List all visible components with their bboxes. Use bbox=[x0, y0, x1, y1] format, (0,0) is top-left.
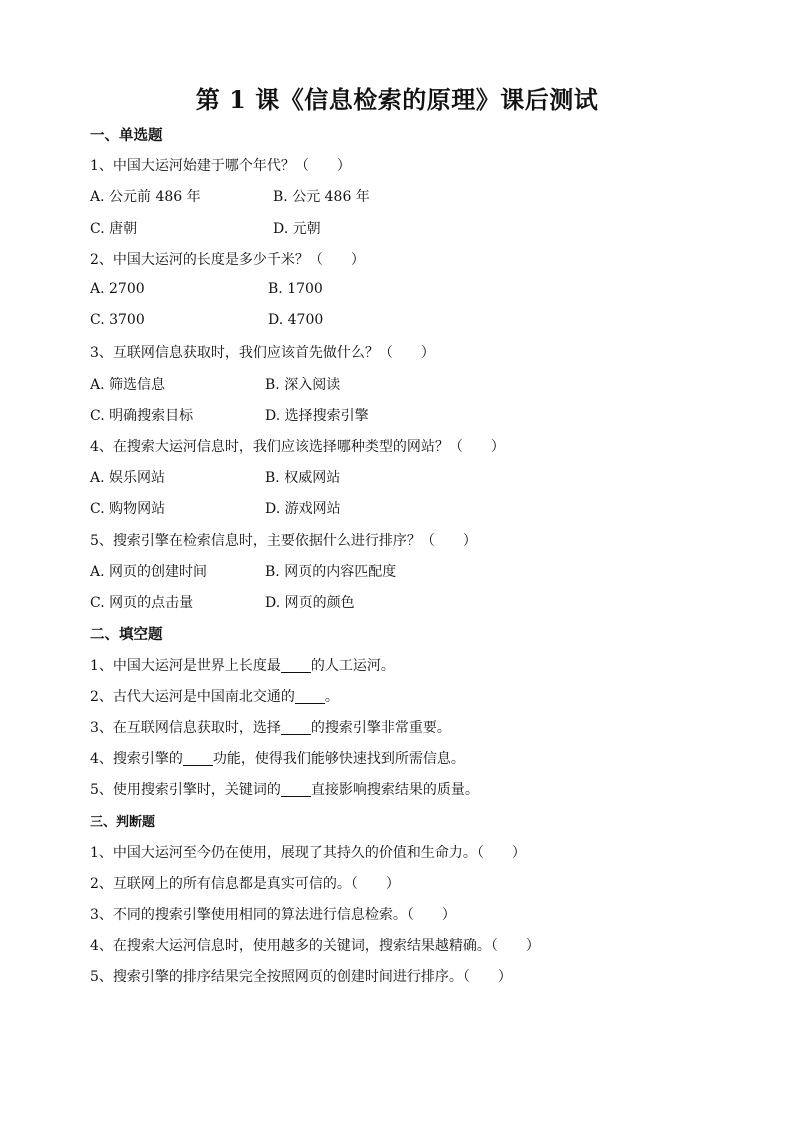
fill-in-item-1-before: 1、中国大运河是世界上长度最 bbox=[90, 658, 281, 674]
question-1-stem: 1、中国大运河始建于哪个年代？（ ） bbox=[90, 158, 351, 174]
fill-in-item-4-before: 4、搜索引擎的 bbox=[90, 751, 183, 767]
fill-in-item-2-before: 2、古代大运河是中国南北交通的 bbox=[90, 689, 295, 705]
fill-in-item-4-after: 功能，使得我们能够快速找到所需信息。 bbox=[212, 751, 465, 767]
fill-in-item-1 bbox=[90, 655, 395, 675]
fill-in-item-5 bbox=[90, 779, 479, 799]
question-4-stem: 4、在搜索大运河信息时，我们应该选择哪种类型的网站？（ ） bbox=[90, 439, 505, 455]
question-4-option-d: D. 游戏网站 bbox=[265, 501, 341, 517]
question-5-option-b: B. 网页的内容匹配度 bbox=[265, 564, 397, 580]
page-title: 第 1 课《信息检索的原理》课后测试 bbox=[195, 85, 599, 114]
question-2-option-c: C. 3700 bbox=[90, 312, 145, 328]
answer-blank[interactable] bbox=[295, 689, 325, 704]
answer-blank[interactable] bbox=[281, 720, 311, 735]
fill-in-item-2 bbox=[90, 686, 339, 706]
question-1-option-b: B. 公元 486 年 bbox=[273, 189, 370, 205]
section-heading-single-choice: 一、单选题 bbox=[90, 127, 163, 144]
fill-in-item-5-after: 直接影响搜索结果的质量。 bbox=[310, 782, 479, 798]
question-5-option-a: A. 网页的创建时间 bbox=[90, 564, 208, 580]
answer-blank[interactable] bbox=[183, 751, 213, 766]
fill-in-item-4 bbox=[90, 748, 465, 768]
true-false-item-5: 5、搜索引擎的排序结果完全按照网页的创建时间进行排序。（ ） bbox=[90, 969, 512, 985]
question-3-option-c: C. 明确搜索目标 bbox=[90, 408, 194, 424]
fill-in-item-3-after: 的搜索引擎非常重要。 bbox=[310, 720, 451, 736]
answer-blank[interactable] bbox=[281, 782, 311, 797]
question-4-option-c: C. 购物网站 bbox=[90, 501, 166, 517]
question-3-option-b: B. 深入阅读 bbox=[265, 377, 341, 393]
question-2-option-a: A. 2700 bbox=[90, 281, 145, 297]
question-3-stem: 3、互联网信息获取时，我们应该首先做什么？（ ） bbox=[90, 345, 435, 361]
fill-in-item-5-before: 5、使用搜索引擎时，关键词的 bbox=[90, 782, 281, 798]
question-3-option-d: D. 选择搜索引擎 bbox=[265, 408, 369, 424]
fill-in-item-2-after: 。 bbox=[324, 689, 339, 705]
question-2-option-d: D. 4700 bbox=[268, 312, 324, 328]
true-false-item-2: 2、互联网上的所有信息都是真实可信的。（ ） bbox=[90, 876, 400, 892]
question-2-option-b: B. 1700 bbox=[268, 281, 323, 297]
true-false-item-1: 1、中国大运河至今仍在使用，展现了其持久的价值和生命力。（ ） bbox=[90, 845, 526, 861]
fill-in-item-1-after: 的人工运河。 bbox=[310, 658, 395, 674]
fill-in-item-3-before: 3、在互联网信息获取时，选择 bbox=[90, 720, 281, 736]
true-false-item-4: 4、在搜索大运河信息时，使用越多的关键词，搜索结果越精确。（ ） bbox=[90, 938, 540, 954]
question-4-option-b: B. 权威网站 bbox=[265, 470, 341, 486]
question-1-option-a: A. 公元前 486 年 bbox=[90, 189, 201, 205]
question-1-option-d: D. 元朝 bbox=[273, 221, 321, 237]
question-1-option-c: C. 唐朝 bbox=[90, 221, 138, 237]
answer-blank[interactable] bbox=[281, 658, 311, 673]
section-heading-true-false: 三、判断题 bbox=[90, 815, 156, 830]
question-5-option-d: D. 网页的颜色 bbox=[265, 595, 355, 611]
true-false-item-3: 3、不同的搜索引擎使用相同的算法进行信息检索。（ ） bbox=[90, 907, 456, 923]
fill-in-item-3 bbox=[90, 717, 451, 737]
question-5-stem: 5、搜索引擎在检索信息时，主要依据什么进行排序？（ ） bbox=[90, 533, 477, 549]
question-3-option-a: A. 筛选信息 bbox=[90, 377, 166, 393]
question-5-option-c: C. 网页的点击量 bbox=[90, 595, 194, 611]
section-heading-fill-in: 二、填空题 bbox=[90, 626, 163, 643]
question-2-stem: 2、中国大运河的长度是多少千米？（ ） bbox=[90, 252, 365, 268]
question-4-option-a: A. 娱乐网站 bbox=[90, 470, 166, 486]
